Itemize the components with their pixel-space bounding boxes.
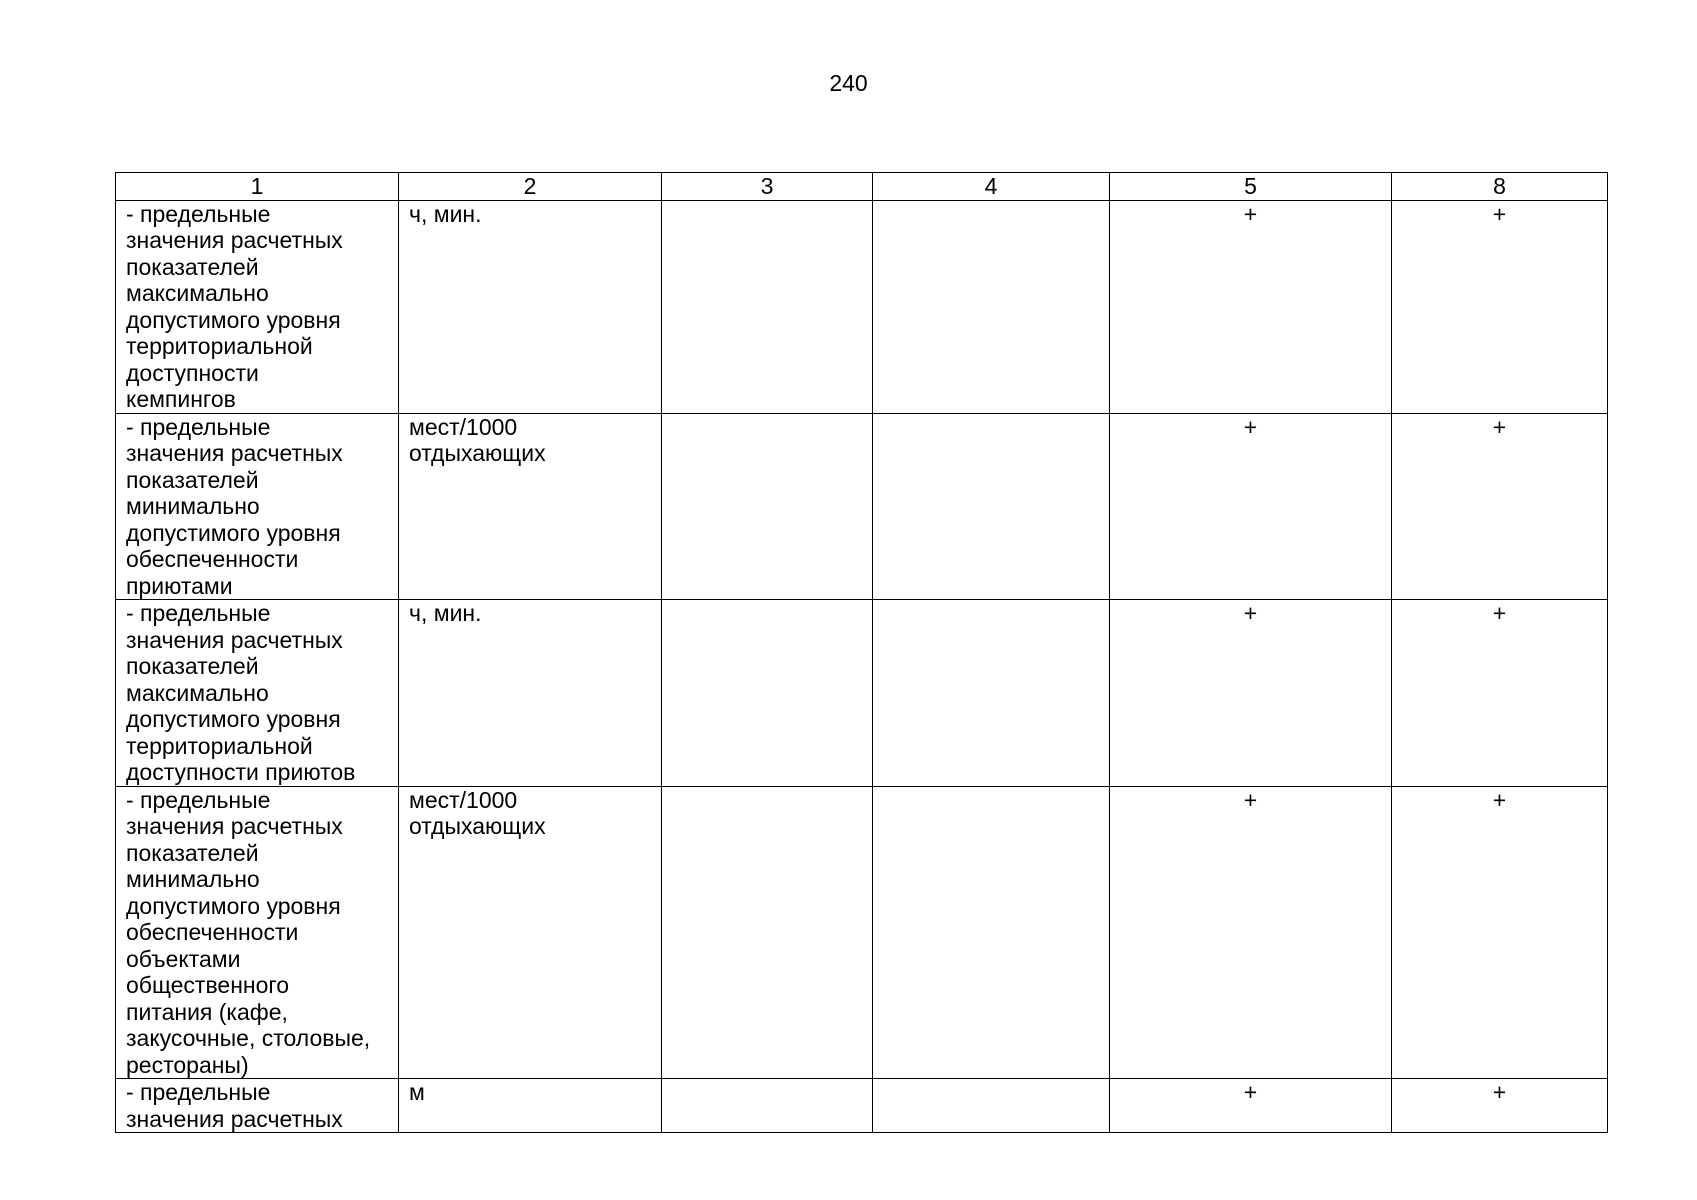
header-cell-8: 8 xyxy=(1392,173,1608,201)
column-8-cell: + xyxy=(1392,200,1608,413)
unit-cell: м xyxy=(399,1079,662,1133)
column-3-cell xyxy=(662,200,873,413)
unit-cell: мест/1000 отдыхающих xyxy=(399,786,662,1079)
column-8-cell: + xyxy=(1392,413,1608,600)
column-3-cell xyxy=(662,1079,873,1133)
column-4-cell xyxy=(873,786,1110,1079)
unit-cell: ч, мин. xyxy=(399,600,662,787)
column-8-cell: + xyxy=(1392,786,1608,1079)
column-3-cell xyxy=(662,600,873,787)
table-row xyxy=(116,600,1608,787)
header-cell-1: 1 xyxy=(116,173,399,201)
column-3-cell xyxy=(662,413,873,600)
indicator-name-cell: - предельные значения расчетных показателей минимально допустимого уровня обеспеченности объектами общественного питания (кафе, закусочные, столовые, рестораны) xyxy=(116,786,399,1079)
table-row xyxy=(116,413,1608,600)
table-body xyxy=(116,200,1608,1133)
indicator-name-cell: - предельные значения расчетных xyxy=(116,1079,399,1133)
indicator-name-cell: - предельные значения расчетных показателей максимально допустимого уровня территориальной доступности приютов xyxy=(116,600,399,787)
column-4-cell xyxy=(873,413,1110,600)
table-row xyxy=(116,786,1608,1079)
column-4-cell xyxy=(873,1079,1110,1133)
indicator-name-cell: - предельные значения расчетных показателей максимально допустимого уровня территориальной доступности кемпингов xyxy=(116,200,399,413)
table-row xyxy=(116,1079,1608,1133)
column-3-cell xyxy=(662,786,873,1079)
unit-cell: мест/1000 отдыхающих xyxy=(399,413,662,600)
indicator-name-cell: - предельные значения расчетных показателей минимально допустимого уровня обеспеченности приютами xyxy=(116,413,399,600)
header-cell-5: 5 xyxy=(1110,173,1392,201)
column-4-cell xyxy=(873,200,1110,413)
table-row xyxy=(116,200,1608,413)
header-cell-4: 4 xyxy=(873,173,1110,201)
page-number: 240 xyxy=(829,70,868,96)
table-header xyxy=(116,173,1608,201)
unit-cell: ч, мин. xyxy=(399,200,662,413)
column-4-cell xyxy=(873,600,1110,787)
column-5-cell: + xyxy=(1110,200,1392,413)
column-5-cell: + xyxy=(1110,413,1392,600)
column-8-cell: + xyxy=(1392,1079,1608,1133)
column-5-cell: + xyxy=(1110,1079,1392,1133)
header-row xyxy=(116,173,1608,201)
column-5-cell: + xyxy=(1110,600,1392,787)
header-cell-3: 3 xyxy=(662,173,873,201)
standards-table xyxy=(115,172,1608,1133)
column-8-cell: + xyxy=(1392,600,1608,787)
column-5-cell: + xyxy=(1110,786,1392,1079)
header-cell-2: 2 xyxy=(399,173,662,201)
